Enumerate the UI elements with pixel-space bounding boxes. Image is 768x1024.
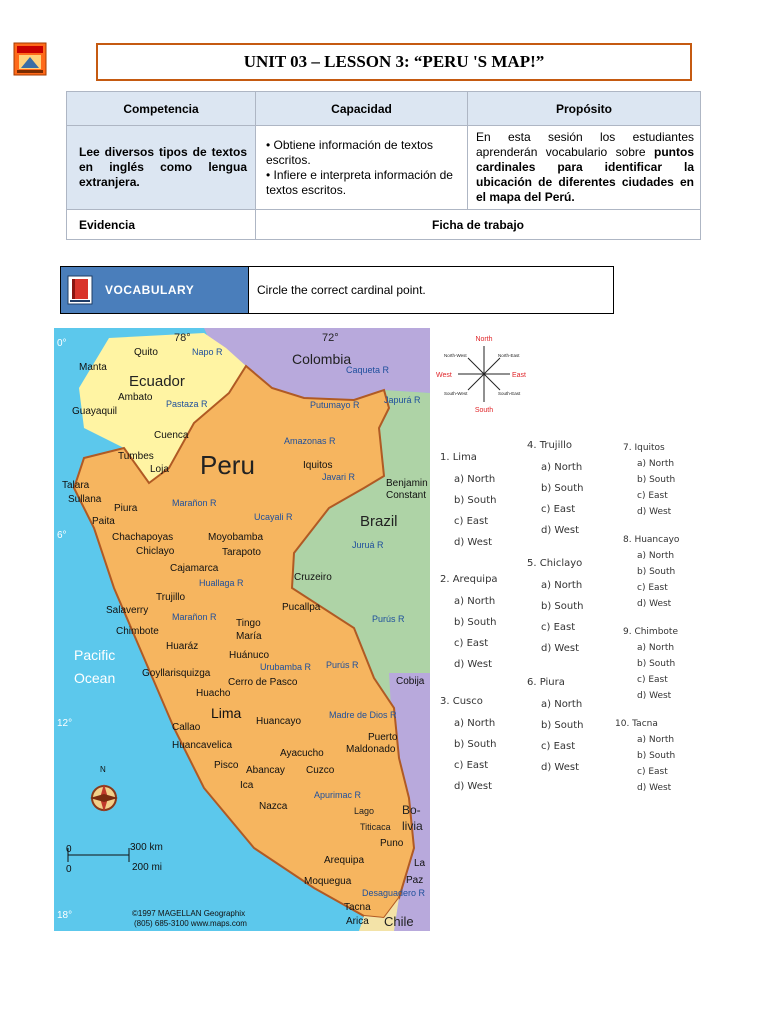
question-1 <box>440 447 497 553</box>
city-label: Tingo <box>236 618 261 629</box>
option-c[interactable]: c) East <box>637 583 668 593</box>
option-d[interactable]: d) West <box>541 643 580 654</box>
lake-label: Titicaca <box>360 822 391 832</box>
scale-mi: 200 mi <box>132 862 163 873</box>
question-head: 2. Arequipa <box>440 574 498 585</box>
option-d[interactable]: d) West <box>454 659 493 670</box>
river-label: Apurimac R <box>314 790 362 800</box>
question-head: 8. Huancayo <box>623 535 680 545</box>
city-label: Maldonado <box>346 744 396 755</box>
city-label: Chimbote <box>116 626 159 637</box>
river-label: Marañon R <box>172 498 217 508</box>
lat-label: 18° <box>57 910 73 921</box>
city-label: Pucallpa <box>282 602 321 613</box>
question-head: 7. Iquitos <box>623 443 665 453</box>
vocabulary-instruction: Circle the correct cardinal point. <box>257 283 426 297</box>
river-label: Japurá R <box>384 395 421 405</box>
river-label: Purús R <box>372 614 405 624</box>
city-label: Paita <box>92 516 115 527</box>
city-label: Sullana <box>68 494 102 505</box>
option-d[interactable]: d) West <box>454 781 493 792</box>
proposito-bold: puntos cardinales para identificar la ubicación de diferentes ciudades en el mapa del Perú. <box>476 145 694 204</box>
country-label: Ecuador <box>129 373 185 390</box>
river-label: Putumayo R <box>310 400 360 410</box>
city-label: Arequipa <box>324 855 365 866</box>
option-c[interactable]: c) East <box>637 675 668 685</box>
compass-north: North <box>475 336 493 343</box>
question-6 <box>527 672 584 778</box>
option-a[interactable]: a) North <box>454 718 496 729</box>
option-b[interactable]: b) South <box>637 659 676 669</box>
option-c[interactable]: c) East <box>454 516 489 527</box>
question-head: 10. Tacna <box>615 719 658 729</box>
lat-label: 12° <box>57 718 73 729</box>
city-label: Puno <box>380 838 404 849</box>
city-label: Moquegua <box>304 876 352 887</box>
proposito-cell <box>468 126 701 210</box>
city-label: Iquitos <box>303 460 333 471</box>
city-label: Pisco <box>214 760 239 771</box>
scale-zero: 0 <box>66 844 72 855</box>
option-b[interactable]: b) South <box>541 601 584 612</box>
compass-east: East <box>512 372 527 379</box>
map-credit: (805) 685-3100 www.maps.com <box>134 919 247 928</box>
compass-south-east: South-East <box>498 391 521 396</box>
city-label: Puerto <box>368 732 398 743</box>
city-label: Arica <box>346 916 369 927</box>
city-label: Manta <box>79 362 107 373</box>
river-label: Caqueta R <box>346 365 390 375</box>
option-a[interactable]: a) North <box>541 462 583 473</box>
option-d[interactable]: d) West <box>637 599 672 609</box>
option-d[interactable]: d) West <box>637 783 672 793</box>
city-label: Ayacucho <box>280 748 324 759</box>
river-label: Javari R <box>322 472 356 482</box>
city-label: Constant <box>386 490 427 501</box>
option-b[interactable]: b) South <box>454 739 497 750</box>
competencia-cell: Lee diversos tipos de textos en inglés como lengua extranjera. <box>67 126 256 210</box>
city-label: Ica <box>240 780 254 791</box>
question-head: 4. Trujillo <box>527 440 573 451</box>
river-label: Napo R <box>192 347 223 357</box>
option-a[interactable]: a) North <box>637 643 675 653</box>
country-label: livia <box>402 819 423 833</box>
option-d[interactable]: d) West <box>637 691 672 701</box>
city-label: Lima <box>211 705 242 721</box>
question-4 <box>527 435 584 541</box>
question-2 <box>440 569 498 675</box>
option-b[interactable]: b) South <box>541 483 584 494</box>
option-a[interactable]: a) North <box>637 459 675 469</box>
city-label: Cobija <box>396 676 425 687</box>
river-label: Purús R <box>326 660 359 670</box>
peru-map <box>54 328 430 931</box>
option-d[interactable]: d) West <box>637 507 672 517</box>
option-b[interactable]: b) South <box>637 751 676 761</box>
city-label: Tumbes <box>118 451 154 462</box>
evidencia-value: Ficha de trabajo <box>256 210 701 240</box>
lake-label: Lago <box>354 806 375 816</box>
svg-text:N: N <box>100 765 106 774</box>
city-label: María <box>236 631 262 642</box>
book-icon <box>67 275 93 305</box>
option-a[interactable]: a) North <box>541 699 583 710</box>
lon-label: 72° <box>322 332 339 344</box>
option-b[interactable]: b) South <box>541 720 584 731</box>
option-b[interactable]: b) South <box>454 495 497 506</box>
river-label: Marañon R <box>172 612 217 622</box>
option-c[interactable]: c) East <box>454 760 489 771</box>
ocean-label: Pacific <box>74 647 116 663</box>
school-logo <box>13 42 47 76</box>
compass-north-west: North-West <box>444 353 467 358</box>
proposito-intro: En esta sesión los estudiantes aprenderán vocabulario sobre <box>476 130 694 159</box>
city-label: Cajamarca <box>170 563 219 574</box>
city-label: Ambato <box>118 392 153 403</box>
lat-label: 0° <box>57 338 67 349</box>
river-label: Ucayali R <box>254 512 293 522</box>
city-label: Huancavelica <box>172 740 233 751</box>
lat-label: 6° <box>57 530 67 541</box>
city-label: Cerro de Pasco <box>228 677 298 688</box>
option-c[interactable]: c) East <box>454 638 489 649</box>
city-label: Chiclayo <box>136 546 175 557</box>
option-b[interactable]: b) South <box>637 475 676 485</box>
city-label: Piura <box>114 503 138 514</box>
question-head: 6. Piura <box>527 677 565 688</box>
river-label: Pastaza R <box>166 399 208 409</box>
capacidad-item: • Infiere e interpreta información de textos escritos. <box>266 167 453 197</box>
city-label: Huacho <box>196 688 231 699</box>
option-a[interactable]: a) North <box>454 474 496 485</box>
option-d[interactable]: d) West <box>541 762 580 773</box>
option-a[interactable]: a) North <box>637 551 675 561</box>
map-credit: ©1997 MAGELLAN Geographix <box>132 909 246 918</box>
city-label: Chachapoyas <box>112 532 174 543</box>
option-c[interactable]: c) East <box>541 741 576 752</box>
option-c[interactable]: c) East <box>541 622 576 633</box>
city-label: Talara <box>62 480 90 491</box>
compass-south-west: South-West <box>444 391 468 396</box>
river-label: Urubamba R <box>260 662 312 672</box>
city-label: Salaverry <box>106 605 149 616</box>
country-label: Brazil <box>360 513 398 530</box>
river-label: Amazonas R <box>284 436 336 446</box>
option-a[interactable]: a) North <box>541 580 583 591</box>
capacidad-cell <box>256 126 468 210</box>
compass-north-east: North-East <box>498 353 520 358</box>
option-a[interactable]: a) North <box>637 735 675 745</box>
option-c[interactable]: c) East <box>637 767 668 777</box>
country-label: Peru <box>200 450 255 480</box>
option-b[interactable]: b) South <box>454 617 497 628</box>
option-c[interactable]: c) East <box>541 504 576 515</box>
question-head: 1. Lima <box>440 452 477 463</box>
question-7 <box>623 440 675 520</box>
question-head: 5. Chiclayo <box>527 558 583 569</box>
city-label: Tarapoto <box>222 547 261 558</box>
question-head: 9. Chimbote <box>623 627 678 637</box>
vocabulary-header <box>61 267 249 313</box>
option-b[interactable]: b) South <box>637 567 676 577</box>
option-a[interactable]: a) North <box>454 596 496 607</box>
city-label: Abancay <box>246 765 285 776</box>
city-label: Benjamin <box>386 478 428 489</box>
country-label: Colombia <box>292 351 352 367</box>
compass-south: South <box>474 407 494 414</box>
lon-label: 78° <box>174 332 191 344</box>
scale-km: 300 km <box>130 842 163 853</box>
header-capacidad: Capacidad <box>256 92 468 126</box>
city-label: Goyllarisquizga <box>142 668 211 679</box>
cardinal-compass-diagram <box>432 332 536 416</box>
city-label: Nazca <box>259 801 288 812</box>
compass-west: West <box>436 372 452 379</box>
country-label: Bo- <box>402 803 421 817</box>
evidencia-label: Evidencia <box>67 210 256 240</box>
city-label: La <box>414 858 426 869</box>
option-d[interactable]: d) West <box>454 537 493 548</box>
city-label: Cuenca <box>154 430 189 441</box>
option-d[interactable]: d) West <box>541 525 580 536</box>
city-label: Quito <box>134 347 158 358</box>
question-10 <box>615 716 675 796</box>
city-label: Huancayo <box>256 716 302 727</box>
city-label: Moyobamba <box>208 532 264 543</box>
city-label: Loja <box>150 464 169 475</box>
river-label: Desaguadero R <box>362 888 426 898</box>
city-label: Callao <box>172 722 201 733</box>
city-label: Tacna <box>344 902 371 913</box>
river-label: Juruá R <box>352 540 384 550</box>
vocabulary-bar <box>60 266 614 314</box>
city-label: Paz <box>406 875 424 886</box>
scale-zero: 0 <box>66 864 72 875</box>
vocabulary-label: VOCABULARY <box>105 283 195 297</box>
lesson-title: UNIT 03 – LESSON 3: “PERU 'S MAP!” <box>96 43 692 81</box>
ocean-label: Ocean <box>74 670 116 686</box>
city-label: Huaráz <box>166 641 199 652</box>
river-label: Huallaga R <box>199 578 244 588</box>
capacidad-item: • Obtiene información de textos escritos. <box>266 137 433 167</box>
city-label: Cruzeiro <box>294 572 332 583</box>
header-proposito: Propósito <box>468 92 701 126</box>
city-label: Cuzco <box>306 765 335 776</box>
header-competencia: Competencia <box>67 92 256 126</box>
question-5 <box>527 553 584 659</box>
question-head: 3. Cusco <box>440 696 483 707</box>
river-label: Madre de Dios R <box>329 710 397 720</box>
city-label: Guayaquil <box>72 406 118 417</box>
question-8 <box>623 532 679 612</box>
competency-table <box>66 91 701 240</box>
option-c[interactable]: c) East <box>637 491 668 501</box>
country-label: Chile <box>384 914 414 929</box>
city-label: Trujillo <box>156 592 186 603</box>
question-9 <box>623 624 678 704</box>
question-3 <box>440 691 497 797</box>
city-label: Huánuco <box>229 650 270 661</box>
